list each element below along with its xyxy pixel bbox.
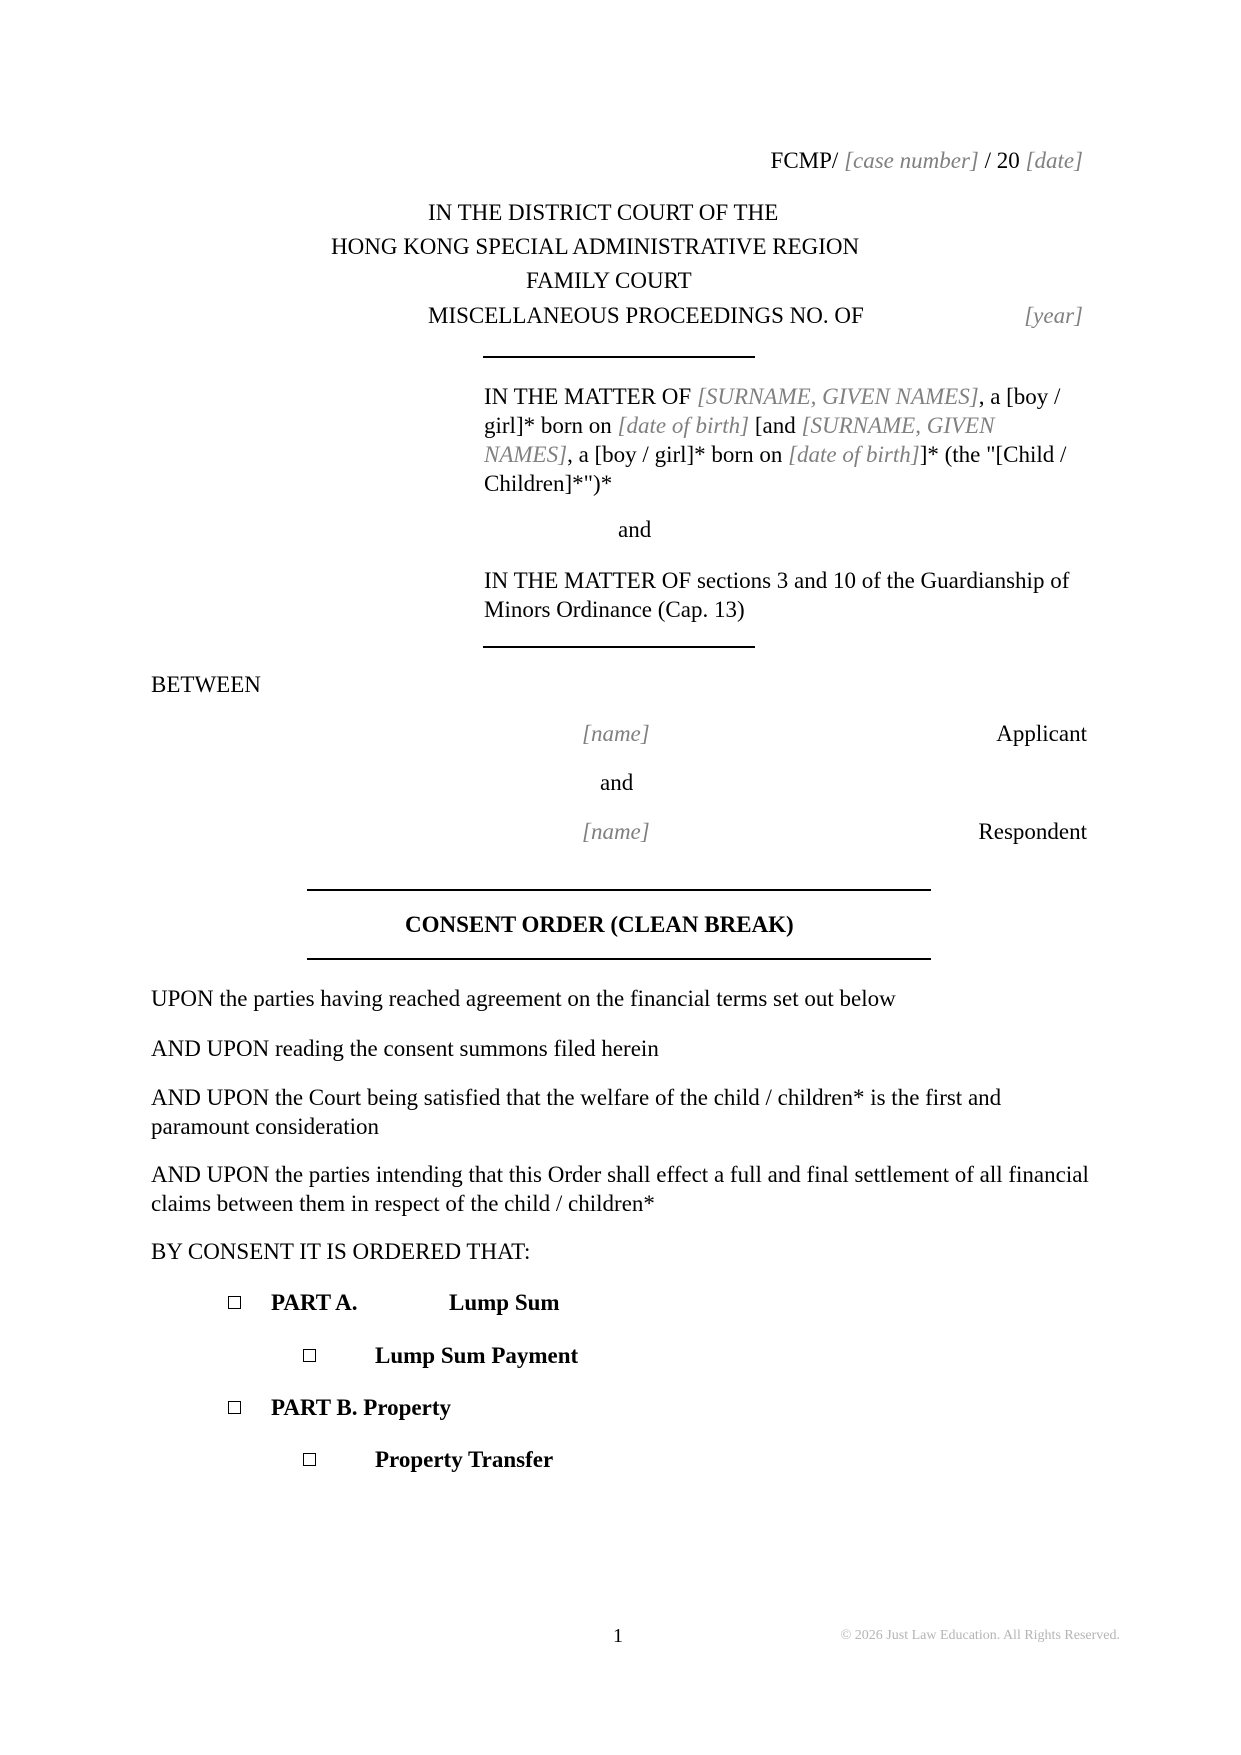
case-prefix: FCMP/ <box>770 148 839 173</box>
year-placeholder: [year] <box>1024 303 1083 328</box>
parties-and: and <box>600 770 634 795</box>
court-heading-line4: MISCELLANEOUS PROCEEDINGS NO. OF <box>428 303 864 328</box>
and-connector: and <box>618 517 652 542</box>
matter-text: , a [boy / girl]* born on <box>484 384 1061 438</box>
court-heading-line3: FAMILY COURT <box>526 268 692 293</box>
part-b-checkbox[interactable] <box>228 1401 241 1414</box>
court-heading-line2: HONG KONG SPECIAL ADMINISTRATIVE REGION <box>331 234 860 259</box>
part-a-checkbox[interactable] <box>228 1296 241 1309</box>
ordered-heading: BY CONSENT IT IS ORDERED THAT: <box>151 1239 531 1264</box>
applicant-name-placeholder: [name] <box>582 721 650 746</box>
matter-children <box>484 382 1084 498</box>
copyright-notice: © 2026 Just Law Education. All Rights Reserved. <box>840 1628 1120 1643</box>
matter-text: ]* (the "[Child / Children]*")* <box>484 442 1067 496</box>
case-year-prefix: / 20 <box>984 148 1020 173</box>
respondent-role: Respondent <box>978 819 1087 844</box>
recital: UPON the parties having reached agreement on the financial terms set out below <box>151 986 896 1011</box>
part-b <box>228 1395 241 1421</box>
case-date-placeholder: [date] <box>1025 148 1083 173</box>
matter-ordinance: IN THE MATTER OF sections 3 and 10 of the Guardianship of Minors Ordinance (Cap. 13) <box>484 568 1070 622</box>
respondent-name-placeholder: [name] <box>582 819 650 844</box>
child-name-placeholder: [SURNAME, GIVEN NAMES] <box>696 384 979 409</box>
title-rule-bottom <box>307 958 931 960</box>
part-a-title: Lump Sum <box>449 1290 560 1315</box>
recital: AND UPON reading the consent summons filed herein <box>151 1036 659 1061</box>
matter-text: [and <box>749 413 802 438</box>
dob-placeholder: [date of birth] <box>617 413 750 438</box>
recital: AND UPON the Court being satisfied that the welfare of the child / children* is the first and paramount consideration <box>151 1085 1002 1139</box>
property-transfer-label: Property Transfer <box>375 1447 554 1472</box>
divider-mid <box>483 646 755 648</box>
court-heading-line1: IN THE DISTRICT COURT OF THE <box>428 200 779 225</box>
case-reference <box>771 148 1083 174</box>
recital: AND UPON the parties intending that this Order shall effect a full and final settlement of all financial claims between them in respect of the child / children* <box>151 1162 1089 1216</box>
page-number: 1 <box>613 1625 623 1647</box>
child-name-placeholder: [SURNAME, GIVEN NAMES] <box>484 413 995 467</box>
property-transfer-checkbox[interactable] <box>303 1453 316 1466</box>
matter-text: IN THE MATTER OF <box>484 384 697 409</box>
part-b-label: PART B. Property <box>271 1395 451 1420</box>
case-number-placeholder: [case number] <box>844 148 979 173</box>
property-transfer-item <box>303 1447 316 1473</box>
title-rule-top <box>307 889 931 891</box>
order-title: CONSENT ORDER (CLEAN BREAK) <box>405 912 794 937</box>
part-a-label: PART A. <box>271 1290 358 1315</box>
divider-top <box>483 356 755 358</box>
dob-placeholder: [date of birth] <box>788 442 920 467</box>
applicant-role: Applicant <box>996 721 1087 746</box>
lump-sum-payment-checkbox[interactable] <box>303 1349 316 1362</box>
part-a <box>228 1290 241 1316</box>
lump-sum-payment-item <box>303 1343 316 1369</box>
between-label: BETWEEN <box>151 672 261 697</box>
lump-sum-payment-label: Lump Sum Payment <box>375 1343 579 1368</box>
matter-text: , a [boy / girl]* born on <box>567 442 789 467</box>
